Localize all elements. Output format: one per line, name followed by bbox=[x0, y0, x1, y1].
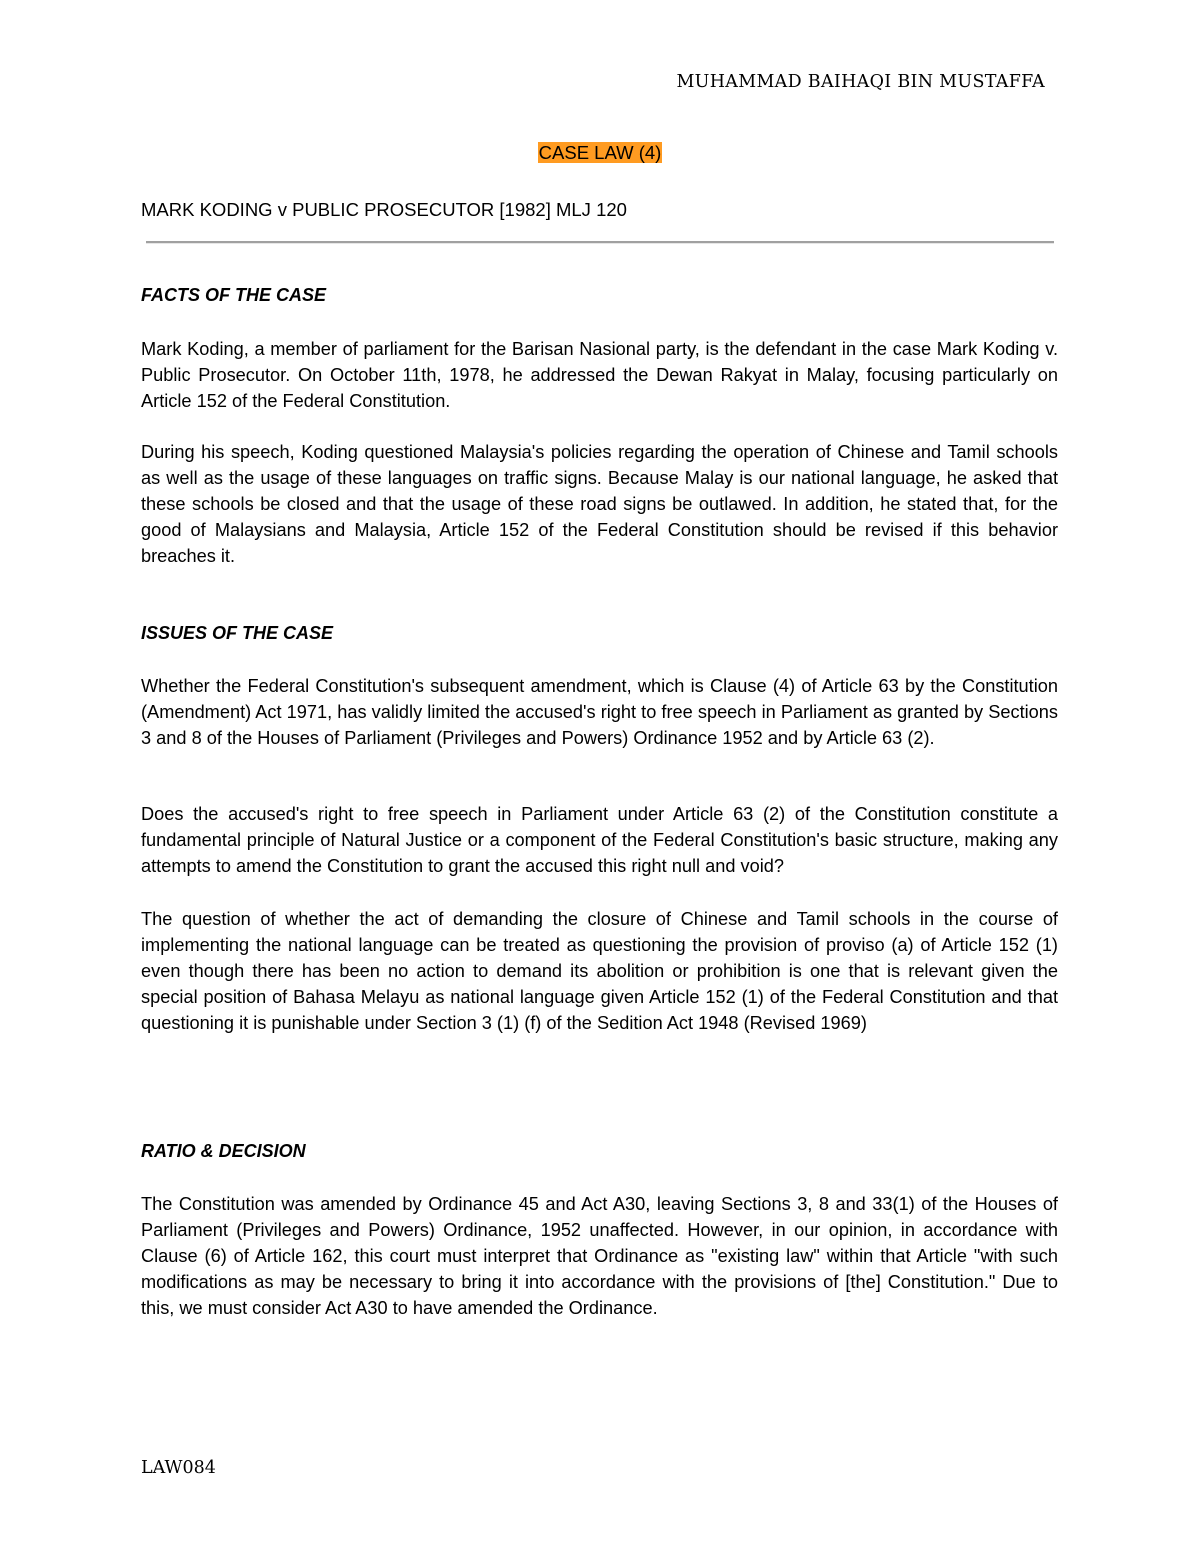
issues-paragraph-1: Whether the Federal Constitution's subsequent amendment, which is Clause (4) of Article 63 by the Constitution (Amendment) Act 1971, has validly limited the accused's right to free speech in Parliament as granted by Sections 3 and 8 of the Houses of Parliament (Privileges and Powers) Ordinance 1952 and by Article 63 (2). bbox=[141, 676, 1058, 748]
issues-paragraph-3: The question of whether the act of demanding the closure of Chinese and Tamil schools in the course of implementing the national language can be treated as questioning the provision of proviso (a) of Article 152 (1) even though there has been no action to demand its abolition or prohibition is one that is relevant given the special position of Bahasa Melayu as national language given Article 152 (1) of the Federal Constitution and that questioning it is punishable under Section 3 (1) (f) of the Sedition Act 1948 (Revised 1969) bbox=[141, 909, 1058, 1033]
issues-paragraph-2: Does the accused's right to free speech in Parliament under Article 63 (2) of the Constitution constitute a fundamental principle of Natural Justice or a component of the Federal Constitution's basic structure, making any attempts to amend the Constitution to grant the accused this right null and void? bbox=[141, 804, 1058, 876]
course-code: LAW084 bbox=[141, 1458, 216, 1478]
facts-paragraph-2: During his speech, Koding questioned Malaysia's policies regarding the operation of Chinese and Tamil schools as well as the usage of these languages on traffic signs. Because Malay is our national language, he asked that these schools be closed and that the usage of these road signs be outlawed. In addition, he stated that, for the good of Malaysians and Malaysia, Article 152 of the Federal Constitution should be revised if this behavior breaches it. bbox=[141, 442, 1058, 566]
author-name: MUHAMMAD BAIHAQI BIN MUSTAFFA bbox=[676, 72, 1045, 92]
document-title: CASE LAW (4) bbox=[538, 142, 662, 163]
horizontal-divider bbox=[146, 241, 1054, 244]
document-title-container bbox=[0, 142, 1200, 164]
case-citation: MARK KODING v PUBLIC PROSECUTOR [1982] MLJ 120 bbox=[141, 199, 627, 220]
ratio-paragraph-1: The Constitution was amended by Ordinance 45 and Act A30, leaving Sections 3, 8 and 33(1) of the Houses of Parliament (Privileges and Powers) Ordinance, 1952 unaffected. However, in our opinion, in accordance with Clause (6) of Article 162, this court must interpret that Ordinance as "existing law" within that Article "with such modifications as may be necessary to bring it into accordance with the provisions of [the] Constitution." Due to this, we must consider Act A30 to have amended the Ordinance. bbox=[141, 1194, 1058, 1318]
facts-heading: FACTS OF THE CASE bbox=[141, 285, 327, 305]
issues-heading: ISSUES OF THE CASE bbox=[141, 623, 334, 643]
facts-paragraph-1: Mark Koding, a member of parliament for the Barisan Nasional party, is the defendant in the case Mark Koding v. Public Prosecutor. On October 11th, 1978, he addressed the Dewan Rakyat in Malay, focusing particularly on Article 152 of the Federal Constitution. bbox=[141, 339, 1058, 411]
ratio-heading: RATIO & DECISION bbox=[141, 1141, 306, 1161]
